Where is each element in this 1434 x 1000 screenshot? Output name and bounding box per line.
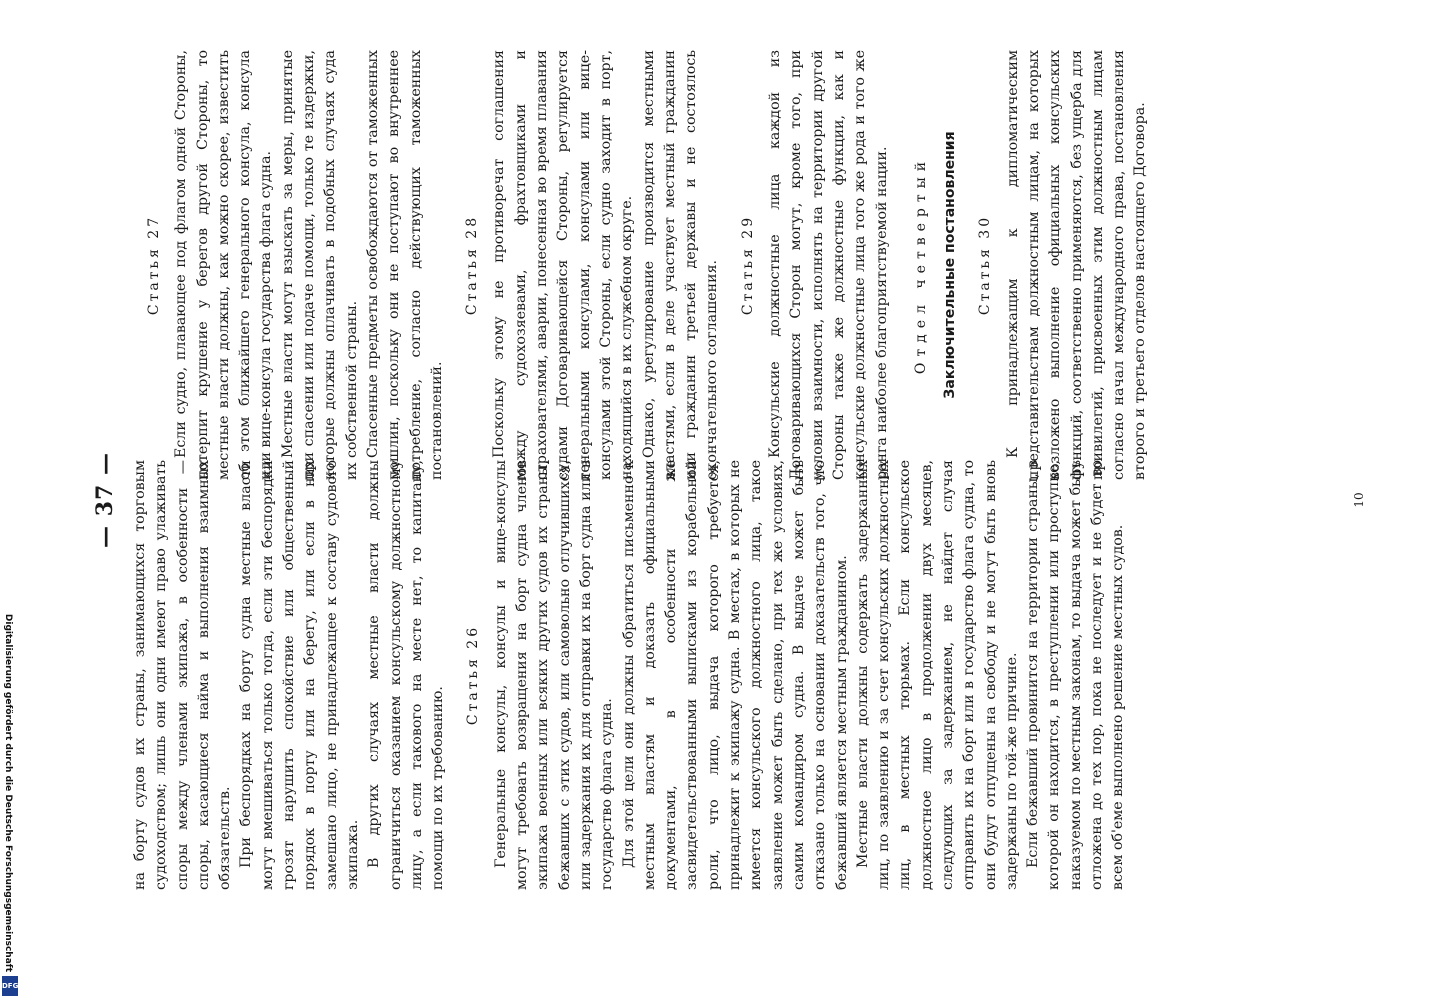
article-heading: Статья 27 bbox=[146, 214, 162, 316]
digitization-note bbox=[0, 0, 20, 1000]
paragraph: Консульские должностные лица каждой из Договаривающихся Сторон могут, кроме того, при условии взаимности, исполнять на территории другой Стороны также же должностные функции, как и консульские должностные лица того же рода и того же ранга наиболее благоприятствуемой нации. bbox=[767, 50, 890, 480]
article-heading: Статья 30 bbox=[977, 214, 994, 316]
paragraph: Если бежавший провинится на территории страны, в которой он находится, в преступлении или проступке, наказуемом по местным законам, то выдача может быть отложена до тех пор, пока не последует и не будет во всем об'еме выполнено решение местных судов. bbox=[1025, 460, 1127, 890]
paragraph: Спасенные предметы освобождаются от таможенных пошлин, поскольку они не поступают во внутреннее потребление, согласно действующих таможенных постановлений. bbox=[364, 50, 445, 480]
article-heading: Статья 26 bbox=[465, 624, 482, 726]
dfg-logo-icon: DFG bbox=[2, 976, 18, 996]
paragraph: на борту судов их страны, занимающихся торговым судоходством; лишь они одни имеют право улаживать споры между членами экипажа, в особенности — споры, касающиеся найма и выполнения взаимных обязательств. bbox=[132, 460, 234, 890]
paragraph: Местные власти могут взыскать за меры, принятые при спасении или подаче помощи, только те издержки, которые должны оплачивать в подобных случаях суда их собственной страны. bbox=[279, 50, 360, 480]
paragraph: Поскольку этому не противоречат соглашения между судохозяевами, фрахтовщиками и страхователями, аварии, понесенная во время плавания судами Договаривающейся Стороны, регулируется генеральными консулами, консулами или вице-консулами этой Стороны, если судно заходит в порт, находящийся в их служебном округе. bbox=[491, 50, 636, 480]
paragraph: При беспорядках на борту судна местные власти могут вмешиваться только тогда, если эти беспорядки грозят нарушить спокойствие или общественный порядок в порту или на берегу, или если в них замешано лицо, не принадлежащее к составу судового экипажа. bbox=[238, 460, 361, 890]
digitization-note-text: Digitalisierung gefördert durch die Deutsche Forschungsgemeinschaft bbox=[3, 613, 13, 972]
paragraph: К принадлежащим к дипломатическим представительствам должностным лицам, на которых возложено выполнение официальных консульских функций, соответственно применяются, без ущерба для привилегий, присвоенных этим должностным лицам согласно начал международного права, постановления второго и третьего отделов настоящего Договора. bbox=[1004, 50, 1149, 480]
paragraph: Генеральные консулы, консулы и вице-консулы могут требовать возвращения на борт судна членов экипажа военных или всяких других судов их страны, бежавших с этих судов, или самовольно отлучившихся, или задержания их для отправки их на борт судна или в государство флага судна. bbox=[492, 460, 616, 890]
article-heading: Статья 28 bbox=[464, 214, 481, 316]
paragraph: Однако, урегулирование производится местными властями, если в деле участвует местный гражданин или гражданин третьей державы и не состоялось окончательного соглашения. bbox=[640, 50, 721, 480]
section-title: Отдел четвертый bbox=[912, 155, 929, 375]
footer-page-number: 10 bbox=[1352, 492, 1366, 508]
paragraph: Для этой цели они должны обратиться письменно к местным властям и доказать официальными документами, в особенности же засвидетельствованными выписками из корабельной роли, что лицо, выдача которого требуется, принадлежит к экипажу судна. В местах, в которых не имеется консульского должностного лица, такое заявление может быть сделано, при тех же условиях, самим командиром судна. В выдаче может быть отказано только на основании доказательств того, что бежавший является местным гражданином. bbox=[620, 460, 850, 890]
left-column bbox=[130, 460, 1130, 890]
paragraph: Местные власти должны содержать задержанных лиц, по заявлению и за счет консульских должностных лиц, в местных тюрьмах. Если консульское должностное лицо в продолжении двух месяцев, следующих за задержанием, не найдет случая отправить их на борт или в государство флага судна, то они будут отпущены на свободу и не могут быть вновь задержаны по той-же причине. bbox=[854, 460, 1020, 890]
section-subtitle: Заключительные постановления bbox=[942, 131, 959, 399]
paragraph: Если судно, плавающее под флагом одной Стороны, потерпит крушение у берегов другой Стороны, то местные власти должны, как можно скорее, известить об этом ближайшего генерального консула, консула или вице-консула государства флага судна. bbox=[173, 50, 275, 480]
article-heading: Статья 29 bbox=[739, 214, 756, 316]
page-number: — 37 — bbox=[92, 452, 118, 548]
paragraph: В других случаях местные власти должны ограничиться оказанием консульскому должностному лицу, а если такового на месте нет, то капитану, помощи по их требованию. bbox=[366, 460, 447, 890]
right-column bbox=[130, 50, 1152, 480]
